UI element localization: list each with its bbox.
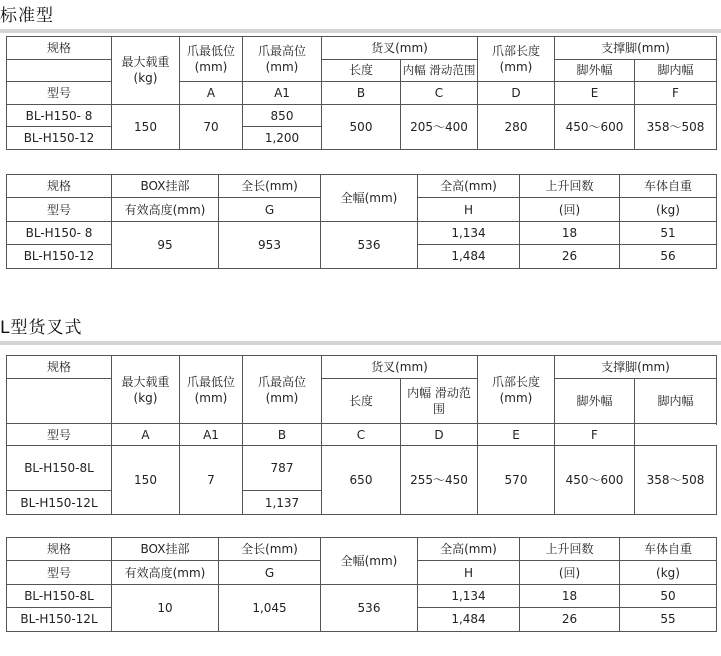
total-width-value: 536 xyxy=(321,584,418,631)
code-f: F xyxy=(635,82,717,105)
header-total-length: 全长(mm) xyxy=(219,175,321,198)
leg-outer-value: 450～600 xyxy=(555,104,635,149)
code-b: B xyxy=(243,424,322,446)
header-weight-unit: (kg) xyxy=(620,198,717,221)
header-weight-unit: (kg) xyxy=(620,561,717,584)
lift-count-value: 26 xyxy=(520,608,620,631)
header-support-leg: 支撑脚(mm) xyxy=(555,37,717,60)
header-max-load: 最大载重 (kg) xyxy=(112,37,180,105)
header-total-height: 全高(mm) xyxy=(418,175,520,198)
header-total-height: 全高(mm) xyxy=(418,538,520,561)
header-length: 长度 xyxy=(322,379,401,424)
header-claw-max: 爪最高位 (mm) xyxy=(243,356,322,424)
header-claw-length: 爪部长度 (mm) xyxy=(478,356,555,424)
lift-count-value: 18 xyxy=(520,584,620,607)
vehicle-weight-value: 51 xyxy=(620,221,717,244)
claw-min-value: 70 xyxy=(180,104,243,149)
claw-length-value: 280 xyxy=(478,104,555,149)
inner-slide-value: 255～450 xyxy=(401,446,478,515)
header-box: BOX挂部 xyxy=(112,538,219,561)
header-fork: 货叉(mm) xyxy=(322,356,478,379)
header-inner-slide: 内幅 滑动范围 xyxy=(401,59,478,82)
standard-dimension-table xyxy=(6,174,717,269)
header-model: 型号 xyxy=(7,198,112,221)
section-title-standard: 标准型 xyxy=(0,6,54,26)
code-c: C xyxy=(401,82,478,105)
total-width-value: 536 xyxy=(321,221,418,268)
l-fork-dimension-table xyxy=(6,537,717,632)
header-model: 型号 xyxy=(7,82,112,105)
total-height-value: 1,134 xyxy=(418,221,520,244)
code-e: E xyxy=(555,82,635,105)
header-claw-length: 爪部长度 (mm) xyxy=(478,37,555,82)
claw-max-value: 1,200 xyxy=(243,127,322,150)
header-total-width: 全幅(mm) xyxy=(321,175,418,222)
code-h: H xyxy=(418,198,520,221)
claw-max-value: 850 xyxy=(243,104,322,127)
header-claw-max: 爪最高位 (mm) xyxy=(243,37,322,82)
max-load-value: 150 xyxy=(112,446,180,515)
model-cell: BL-H150- 8 xyxy=(7,221,112,244)
model-cell: BL-H150-8L xyxy=(7,446,112,491)
code-g: G xyxy=(219,561,321,584)
leg-inner-value: 358～508 xyxy=(635,446,717,515)
header-claw-min: 爪最低位 (mm) xyxy=(180,356,243,424)
header-inner-slide: 内幅 滑动范围 xyxy=(401,379,478,424)
header-box-effective-height: 有效高度(mm) xyxy=(112,198,219,221)
section-divider xyxy=(0,341,721,345)
header-length: 长度 xyxy=(322,59,401,82)
model-cell: BL-H150-12L xyxy=(7,491,112,515)
code-c: C xyxy=(322,424,401,446)
code-e: E xyxy=(478,424,555,446)
header-max-load: 最大载重 (kg) xyxy=(112,356,180,424)
total-length-value: 953 xyxy=(219,221,321,268)
l-fork-spec-table xyxy=(6,355,717,515)
header-model: 型号 xyxy=(7,424,112,446)
header-lift-count: 上升回数 xyxy=(520,538,620,561)
box-value: 10 xyxy=(112,584,219,631)
claw-max-value: 1,137 xyxy=(243,491,322,515)
header-total-length: 全长(mm) xyxy=(219,538,321,561)
header-lift-unit: (回) xyxy=(520,561,620,584)
header-spec-blank xyxy=(7,59,112,82)
vehicle-weight-value: 50 xyxy=(620,584,717,607)
code-h: H xyxy=(418,561,520,584)
total-height-value: 1,134 xyxy=(418,584,520,607)
header-spec: 规格 xyxy=(7,37,112,60)
length-value: 500 xyxy=(322,104,401,149)
header-box-effective-height: 有效高度(mm) xyxy=(112,561,219,584)
code-a1: A1 xyxy=(243,82,322,105)
code-d: D xyxy=(401,424,478,446)
code-d: D xyxy=(478,82,555,105)
code-f: F xyxy=(555,424,635,446)
model-cell: BL-H150-12 xyxy=(7,245,112,268)
total-height-value: 1,484 xyxy=(418,245,520,268)
header-lift-unit: (回) xyxy=(520,198,620,221)
leg-inner-value: 358～508 xyxy=(635,104,717,149)
code-a: A xyxy=(180,82,243,105)
model-cell: BL-H150-12L xyxy=(7,608,112,631)
claw-length-value: 570 xyxy=(478,446,555,515)
inner-slide-value: 205～400 xyxy=(401,104,478,149)
code-b: B xyxy=(322,82,401,105)
header-spec: 规格 xyxy=(7,538,112,561)
standard-spec-table xyxy=(6,36,717,150)
model-cell: BL-H150-12 xyxy=(7,127,112,150)
header-box: BOX挂部 xyxy=(112,175,219,198)
code-g: G xyxy=(219,198,321,221)
claw-max-value: 787 xyxy=(243,446,322,491)
header-spec-blank xyxy=(7,379,112,424)
header-lift-count: 上升回数 xyxy=(520,175,620,198)
header-spec: 规格 xyxy=(7,356,112,379)
leg-outer-value: 450～600 xyxy=(555,446,635,515)
header-support-leg: 支撑脚(mm) xyxy=(555,356,717,379)
header-total-width: 全幅(mm) xyxy=(321,538,418,585)
total-length-value: 1,045 xyxy=(219,584,321,631)
header-leg-inner: 脚内幅 xyxy=(635,59,717,82)
model-cell: BL-H150-8L xyxy=(7,584,112,607)
header-leg-inner: 脚内幅 xyxy=(635,379,717,424)
section-divider xyxy=(0,29,721,33)
lift-count-value: 18 xyxy=(520,221,620,244)
max-load-value: 150 xyxy=(112,104,180,149)
header-leg-outer: 脚外幅 xyxy=(555,379,635,424)
model-cell: BL-H150- 8 xyxy=(7,104,112,127)
header-spec: 规格 xyxy=(7,175,112,198)
lift-count-value: 26 xyxy=(520,245,620,268)
vehicle-weight-value: 55 xyxy=(620,608,717,631)
header-claw-min: 爪最低位 (mm) xyxy=(180,37,243,82)
header-fork: 货叉(mm) xyxy=(322,37,478,60)
length-value: 650 xyxy=(322,446,401,515)
header-leg-outer: 脚外幅 xyxy=(555,59,635,82)
header-model: 型号 xyxy=(7,561,112,584)
header-vehicle-weight: 车体自重 xyxy=(620,175,717,198)
vehicle-weight-value: 56 xyxy=(620,245,717,268)
code-a1: A1 xyxy=(180,424,243,446)
claw-min-value: 7 xyxy=(180,446,243,515)
section-title-l-fork: L型货叉式 xyxy=(0,318,83,338)
total-height-value: 1,484 xyxy=(418,608,520,631)
code-a: A xyxy=(112,424,180,446)
box-value: 95 xyxy=(112,221,219,268)
header-vehicle-weight: 车体自重 xyxy=(620,538,717,561)
